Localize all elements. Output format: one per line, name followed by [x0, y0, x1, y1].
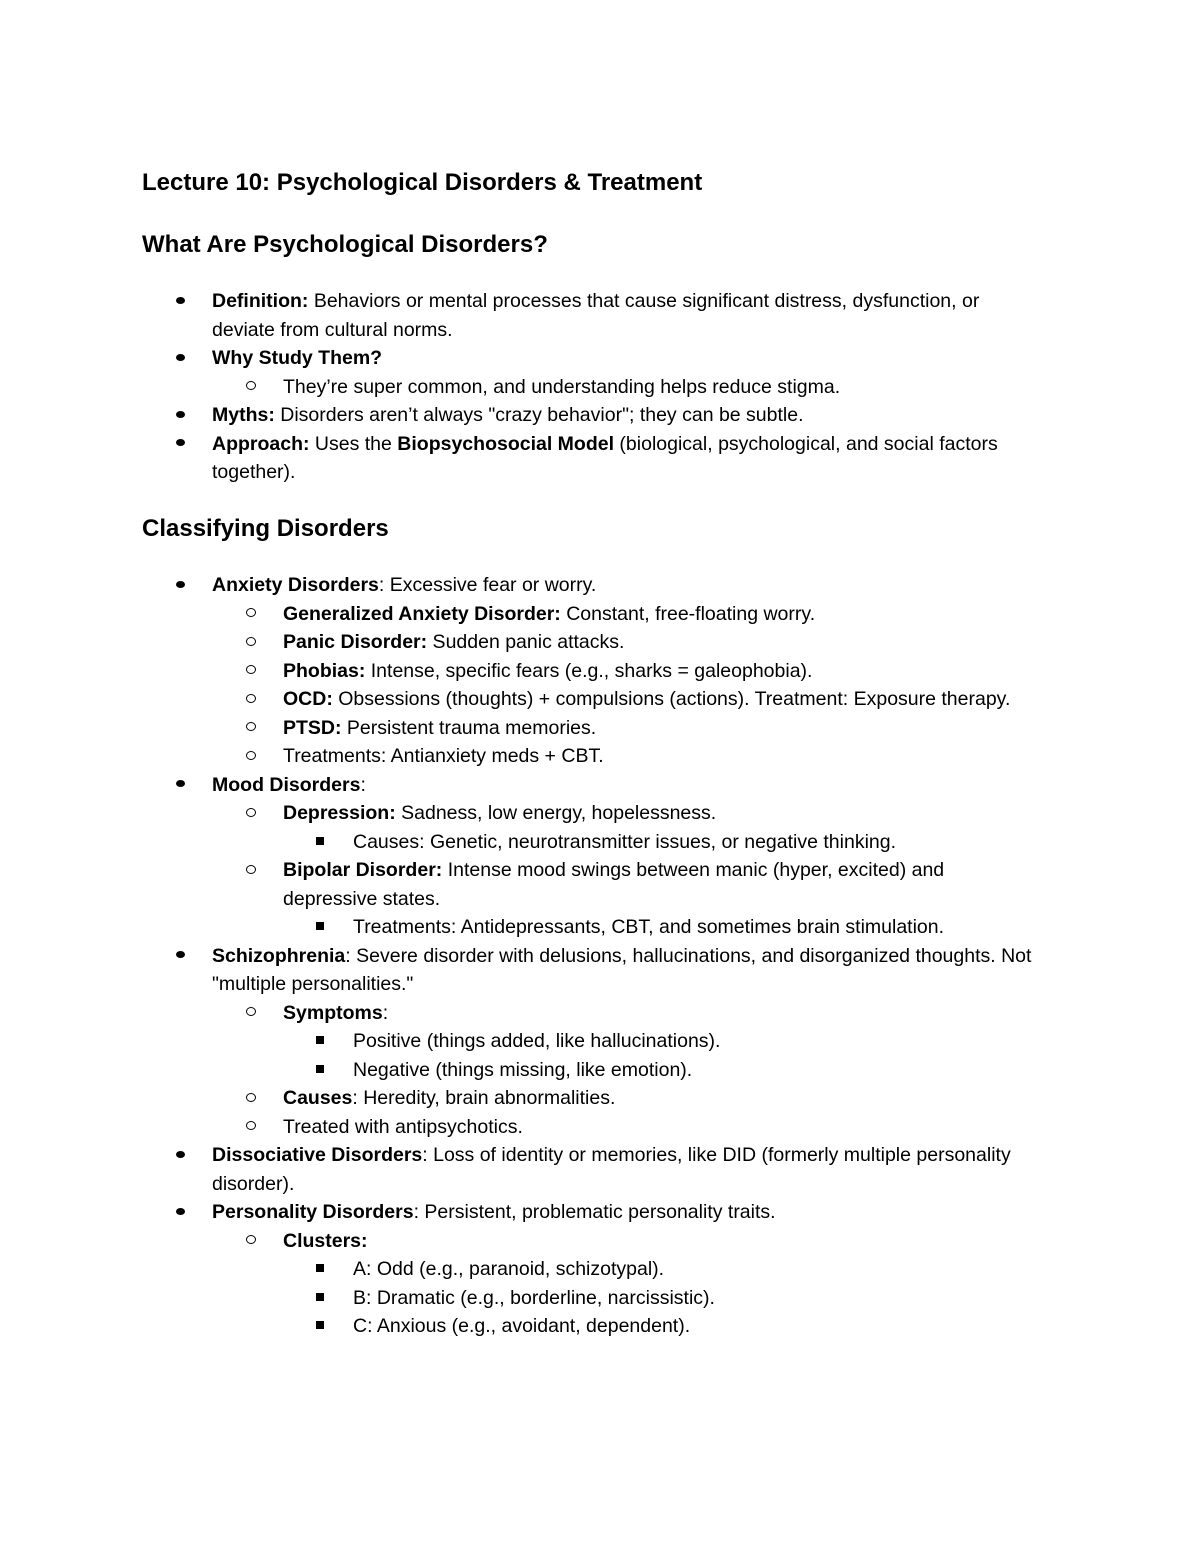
bullet-circle [246, 373, 256, 402]
bullet-dot [176, 430, 185, 459]
section-list-classifying [142, 571, 1042, 1341]
item-text: Uses the [309, 432, 398, 455]
item-text: Positive (things added, like hallucinations). [353, 1030, 721, 1052]
list-item-gad [142, 600, 1042, 629]
item-text: : Excessive fear or worry. [378, 574, 597, 596]
item-text: Disorders aren’t always "crazy behavior"; they can be subtle. [274, 404, 804, 426]
list-item-ocd [142, 685, 1042, 714]
item-label: Schizophrenia [212, 944, 346, 967]
item-label: PTSD: [283, 716, 342, 739]
bullet-circle [246, 1227, 256, 1256]
item-label: Definition: [212, 290, 309, 312]
bullet-dot [176, 344, 185, 373]
bullet-circle [246, 1084, 256, 1113]
bullet-square [316, 1312, 324, 1341]
bullet-square [316, 1056, 324, 1085]
bullet-circle [246, 628, 256, 657]
list-item-bipolar-treatments [142, 913, 1042, 942]
item-label: Mood Disorders [212, 773, 361, 796]
list-item-personality [142, 1198, 1042, 1227]
bullet-circle [246, 657, 256, 686]
bullet-square [316, 828, 324, 857]
bullet-circle [246, 1113, 256, 1142]
item-text: C: Anxious (e.g., avoidant, dependent). [353, 1315, 691, 1337]
bullet-circle [246, 600, 256, 629]
section-heading-classifying: Classifying Disorders [142, 515, 389, 542]
list-item-symptoms [142, 999, 1042, 1028]
bullet-square [316, 913, 324, 942]
item-text: : Heredity, brain abnormalities. [352, 1087, 616, 1109]
list-item-bipolar [142, 856, 1042, 913]
list-item-anxiety [142, 571, 1042, 600]
bullet-circle [246, 799, 256, 828]
item-label: Causes [283, 1087, 353, 1109]
bullet-square [316, 1284, 324, 1313]
list-item-why-study [142, 344, 1042, 373]
item-text: Treated with antipsychotics. [283, 1115, 523, 1138]
list-item-depression [142, 799, 1042, 828]
bullet-square [316, 1255, 324, 1284]
bullet-dot [176, 571, 185, 600]
item-label: OCD: [283, 688, 333, 710]
item-text: Behaviors or mental processes that cause significant distress, dysfunction, or deviate from cultural norms. [212, 290, 980, 341]
bullet-dot [176, 1141, 185, 1170]
item-text: Constant, free-floating worry. [560, 602, 816, 625]
bullet-circle [246, 685, 256, 714]
item-label: Panic Disorder: [283, 631, 428, 653]
item-text: Sudden panic attacks. [427, 631, 625, 653]
bullet-dot [176, 942, 185, 971]
item-bold-text: Biopsychosocial Model [397, 432, 615, 455]
item-text: Treatments: Antianxiety meds + CBT. [283, 745, 604, 767]
item-label: Anxiety Disorders [212, 574, 379, 596]
item-label: Approach: [212, 432, 310, 455]
item-text: : Persistent, problematic personality traits. [413, 1201, 776, 1223]
item-text: Intense, specific fears (e.g., sharks = galeophobia). [365, 659, 813, 682]
item-text: A: Odd (e.g., paranoid, schizotypal). [353, 1258, 665, 1280]
list-item-approach [142, 430, 1042, 487]
item-label: Dissociative Disorders [212, 1144, 423, 1166]
item-text: Persistent trauma memories. [341, 716, 597, 739]
item-label: Myths: [212, 404, 275, 426]
bullet-circle [246, 742, 256, 771]
list-item-cluster-c [142, 1312, 1042, 1341]
list-item-clusters [142, 1227, 1042, 1256]
page-title: Lecture 10: Psychological Disorders & Treatment [142, 169, 703, 196]
list-item-cluster-a [142, 1255, 1042, 1284]
bullet-circle [246, 856, 256, 885]
item-text: Negative (things missing, like emotion). [353, 1058, 693, 1081]
item-label: Generalized Anxiety Disorder: [283, 602, 561, 625]
list-item-positive [142, 1027, 1042, 1056]
bullet-circle [246, 714, 256, 743]
item-text: Obsessions (thoughts) + compulsions (actions). Treatment: Exposure therapy. [332, 688, 1011, 710]
item-text: : [382, 1001, 389, 1024]
list-item-cluster-b [142, 1284, 1042, 1313]
list-item-causes [142, 1084, 1042, 1113]
list-item-negative [142, 1056, 1042, 1085]
list-item-why-sub [142, 373, 1042, 402]
item-label: Symptoms [283, 1001, 383, 1024]
item-text: : [360, 773, 366, 796]
item-label: Bipolar Disorder: [283, 859, 443, 881]
bullet-square [316, 1027, 324, 1056]
bullet-dot [176, 771, 185, 800]
list-item-depression-causes [142, 828, 1042, 857]
item-label: Why Study Them? [212, 347, 383, 369]
list-item-phobias [142, 657, 1042, 686]
bullet-dot [176, 1198, 185, 1227]
section-heading-what-are-disorders: What Are Psychological Disorders? [142, 231, 548, 258]
item-text: : Severe disorder with delusions, hallucinations, and disorganized thoughts. Not "multiple personalities." [212, 944, 1032, 995]
bullet-dot [176, 287, 185, 316]
item-label: Clusters: [283, 1229, 368, 1252]
item-text: B: Dramatic (e.g., borderline, narcissistic). [353, 1286, 715, 1309]
list-item-panic [142, 628, 1042, 657]
list-item-myths [142, 401, 1042, 430]
item-text: Causes: Genetic, neurotransmitter issues, or negative thinking. [353, 830, 897, 853]
item-label: Personality Disorders [212, 1201, 414, 1223]
list-item-treated [142, 1113, 1042, 1142]
list-item-anxiety-treatments [142, 742, 1042, 771]
item-text: They’re super common, and understanding helps reduce stigma. [283, 375, 841, 398]
item-label: Phobias: [283, 659, 366, 682]
item-text: Intense mood swings between manic (hyper, excited) and depressive states. [283, 859, 945, 910]
item-text: Treatments: Antidepressants, CBT, and sometimes brain stimulation. [353, 916, 945, 938]
section-list-what-are-disorders [142, 287, 1042, 487]
list-item-definition [142, 287, 1042, 344]
bullet-dot [176, 401, 185, 430]
item-text: Sadness, low energy, hopelessness. [395, 802, 717, 824]
item-label: Depression: [283, 802, 396, 824]
list-item-ptsd [142, 714, 1042, 743]
bullet-circle [246, 999, 256, 1028]
item-text: : Loss of identity or memories, like DID (formerly multiple personality disorder). [212, 1144, 1011, 1195]
list-item-mood [142, 771, 1042, 800]
list-item-dissociative [142, 1141, 1042, 1198]
item-text: (biological, psychological, and social factors together). [212, 432, 998, 483]
list-item-schizophrenia [142, 942, 1042, 999]
